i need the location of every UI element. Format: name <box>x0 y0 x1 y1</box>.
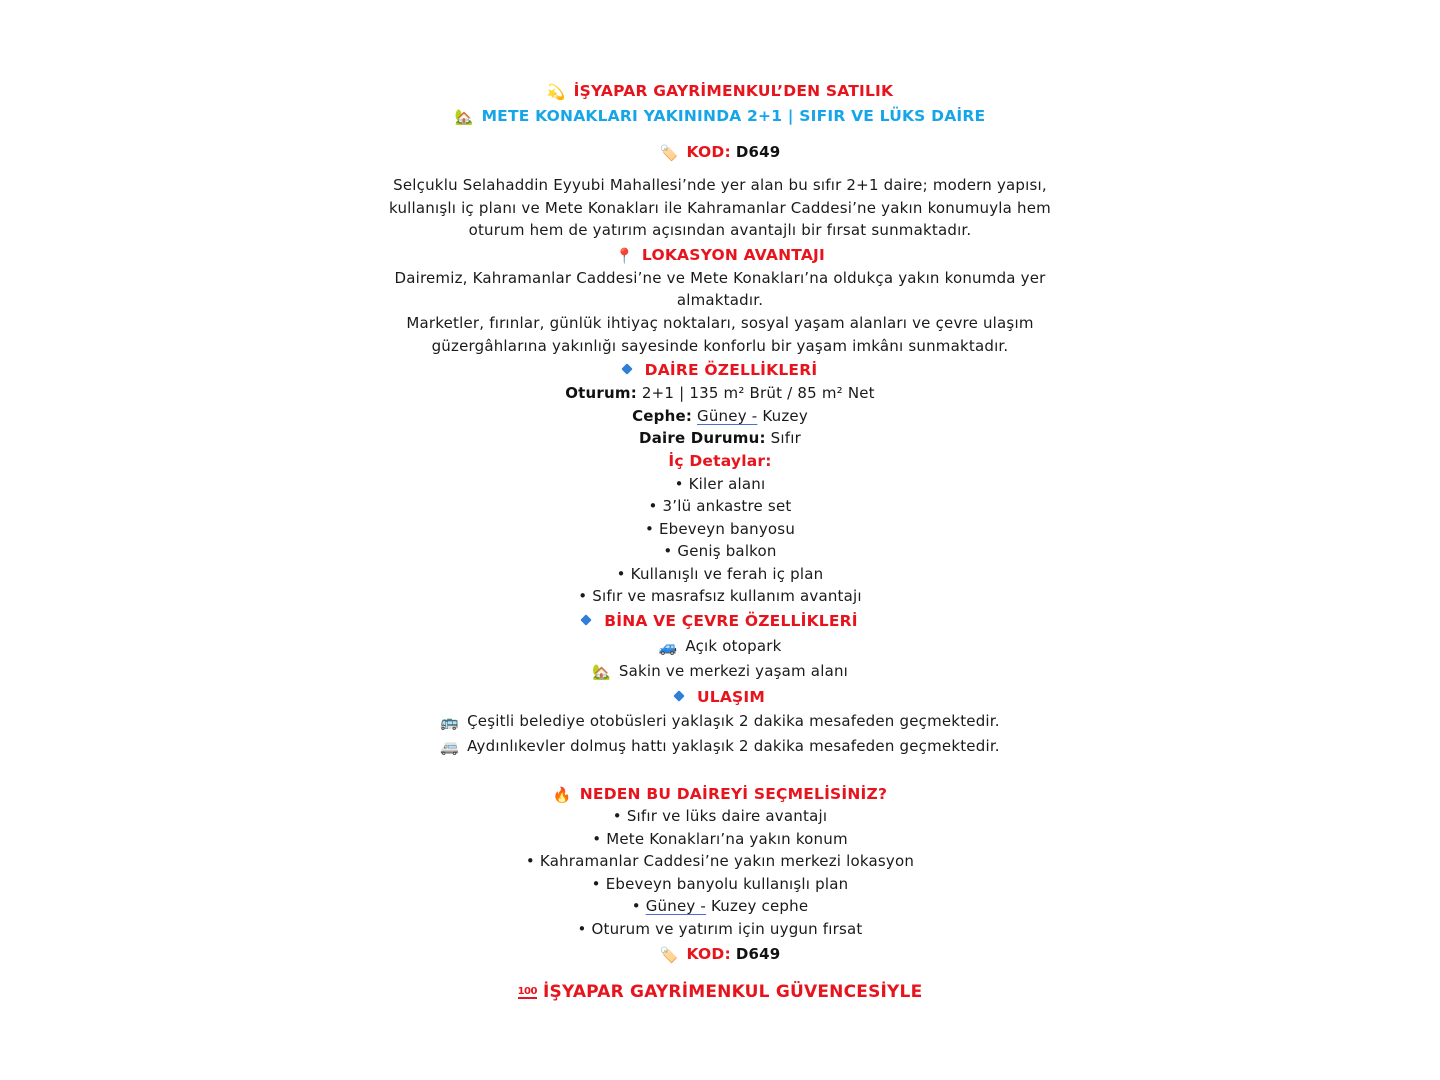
intro-line-2: kullanışlı iç planı ve Mete Konakları ile Kahramanlar Caddesi’ne yakın konumuyla hem <box>389 199 1051 217</box>
bus-icon: 🚌 <box>440 713 460 731</box>
building-heading: BİNA VE ÇEVRE ÖZELLİKLERİ <box>0 610 1440 632</box>
location-line-4: güzergâhlarına yakınlığı sayesinde konforlu bir yaşam imkânı sunmaktadır. <box>431 337 1009 355</box>
minibus-icon: 🚐 <box>440 738 460 756</box>
location-line-3: Marketler, fırınlar, günlük ihtiyaç noktaları, sosyal yaşam alanları ve çevre ulaşım <box>406 314 1034 332</box>
why-item: • Oturum ve yatırım için uygun fırsat <box>577 920 863 938</box>
transport-item-minibus: 🚐 Aydınlıkevler dolmuş hattı yaklaşık 2 dakika mesafeden geçmektedir. <box>440 737 1000 756</box>
footer-guarantee: 100 İŞYAPAR GAYRİMENKUL GÜVENCESİYLE <box>517 982 923 1002</box>
hundred-points-icon: 100 <box>517 986 537 997</box>
pushpin-icon: 📍 <box>615 247 634 265</box>
listing-code: 🏷️ KOD: D649 <box>659 143 781 162</box>
car-icon: 🚙 <box>658 638 678 656</box>
building-item-parking: 🚙 Açık otopark <box>658 637 782 656</box>
transport-heading: ULAŞIM <box>0 686 1440 708</box>
interior-item: • 3’lü ankastre set <box>648 497 792 515</box>
why-item: • Sıfır ve lüks daire avantajı <box>612 807 828 825</box>
oturum-row: Oturum: 2+1 | 135 m² Brüt / 85 m² Net <box>565 384 875 402</box>
location-line-1: Dairemiz, Kahramanlar Caddesi’ne ve Mete Konakları’na oldukça yakın konumda yer <box>394 269 1046 287</box>
interior-item: • Geniş balkon <box>663 542 777 560</box>
house-icon: 🏡 <box>454 108 474 126</box>
intro-line-1: Selçuklu Selahaddin Eyyubi Mahallesi’nde yer alan bu sıfır 2+1 daire; modern yapısı, <box>393 176 1047 194</box>
blue-diamond-icon <box>621 363 632 374</box>
building-item-living: 🏡 Sakin ve merkezi yaşam alanı <box>591 662 849 681</box>
location-line-2: almaktadır. <box>676 291 764 309</box>
interior-item: • Sıfır ve masrafsız kullanım avantajı <box>578 587 862 605</box>
house-icon: 🏡 <box>591 663 611 681</box>
why-item: • Mete Konakları’na yakın konum <box>592 830 848 848</box>
cephe-row: Cephe: Güney - Kuzey <box>632 407 808 425</box>
dizzy-icon: 💫 <box>546 83 566 101</box>
blue-diamond-icon <box>673 690 684 701</box>
transport-item-bus: 🚌 Çeşitli belediye otobüsleri yaklaşık 2 dakika mesafeden geçmektedir. <box>440 712 1000 731</box>
apartment-heading: DAİRE ÖZELLİKLERİ <box>0 359 1440 381</box>
why-item: • Güney - Kuzey cephe <box>631 897 809 915</box>
why-item: • Ebeveyn banyolu kullanışlı plan <box>591 875 849 893</box>
fire-icon: 🔥 <box>552 786 572 804</box>
interior-item: • Kullanışlı ve ferah iç plan <box>616 565 824 583</box>
label-tag-icon: 🏷️ <box>659 946 679 964</box>
listing-code-bottom: 🏷️ KOD: D649 <box>659 945 781 964</box>
interior-item: • Kiler alanı <box>674 475 766 493</box>
location-heading: 📍 LOKASYON AVANTAJI <box>615 246 825 265</box>
listing-subtitle: 🏡 METE KONAKLARI YAKININDA 2+1 | SIFIR VE LÜKS DAİRE <box>454 107 986 126</box>
label-tag-icon: 🏷️ <box>659 144 679 162</box>
why-item: • Kahramanlar Caddesi’ne yakın merkezi lokasyon <box>525 852 915 870</box>
intro-line-3: oturum hem de yatırım açısından avantajlı bir fırsat sunmaktadır. <box>468 221 972 239</box>
durum-row: Daire Durumu: Sıfır <box>639 429 801 447</box>
interior-heading: İç Detaylar: <box>668 452 772 470</box>
interior-item: • Ebeveyn banyosu <box>644 520 796 538</box>
listing-title: 💫 İŞYAPAR GAYRİMENKUL’DEN SATILIK <box>546 82 894 101</box>
blue-diamond-icon <box>581 614 592 625</box>
why-heading: 🔥 NEDEN BU DAİREYİ SEÇMELİSİNİZ? <box>552 785 888 804</box>
